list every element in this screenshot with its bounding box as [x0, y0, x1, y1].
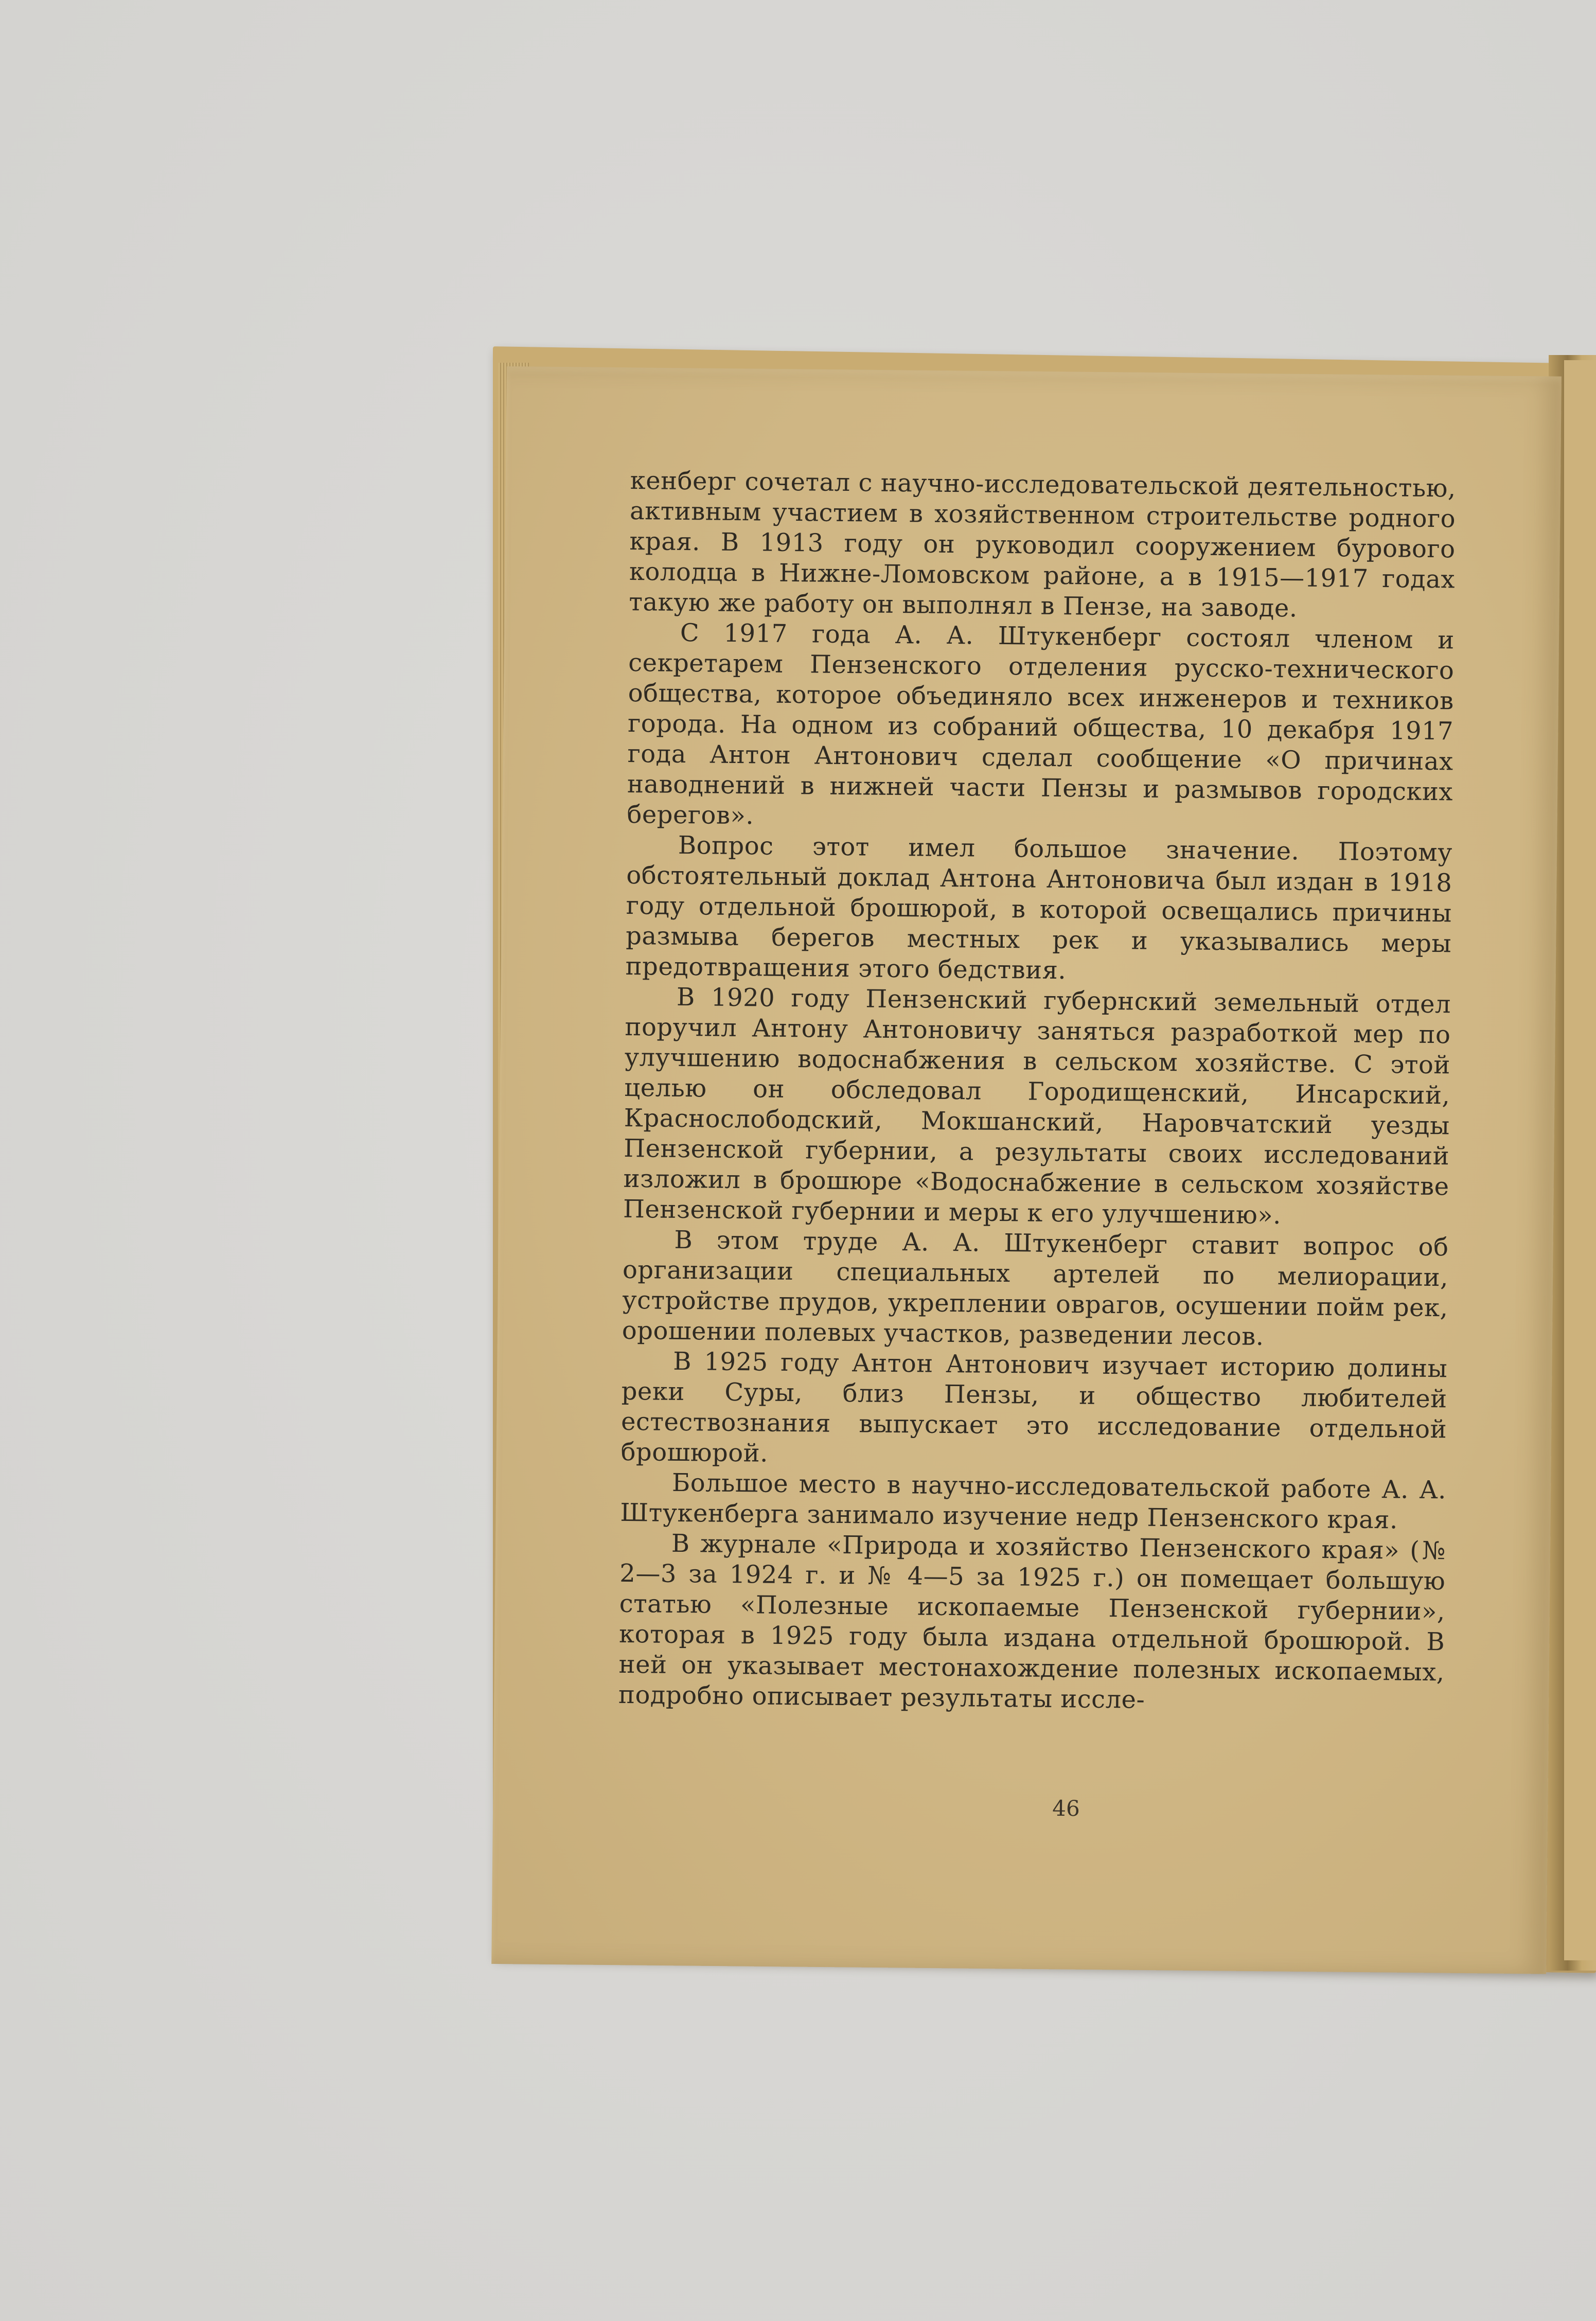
facing-page-edge [1564, 360, 1596, 1960]
paragraph-8: В журнале «Природа и хозяйство Пензенского края» (№ 2—3 за 1924 г. и № 4—5 за 1925 г.) он помещает большую статью «Полезные ископаемые Пензенской губернии», которая в 1925 году была издана отдельной брошюрой. В ней он указывает местонахождение полезных ископаемых, подробно описывает результаты иссле- [618, 1529, 1446, 1714]
paragraph-6: В 1925 году Антон Антонович изучает историю долины реки Суры, близ Пензы, и общество любителей естествознания выпускает это исследование отдельной брошюрой. [620, 1346, 1448, 1468]
paragraph-2: С 1917 года А. А. Штукенберг состоял членом и секретарем Пензенского отделения русско-технического общества, которое объединяло всех инженеров и техников города. На одном из собраний общества, 10 декабря 1917 года Антон Антонович сделал сообщение «О причинах наводнений в нижней части Пензы и размывов городских берегов». [627, 618, 1455, 830]
page-number: 46 [1052, 1795, 1080, 1821]
paragraph-4: В 1920 году Пензенский губернский земельный отдел поручил Антону Антоновичу заняться разработкой мер по улучшению водоснабжения в сельском хозяйстве. С этой целью он обследовал Городищенский, Инсарский, Краснослободский, Мокшанский, Наровчатский уезды Пензенской губернии, а результаты своих исследований изложил в брошюре «Водоснабжение в сельском хозяйстве Пензенской губернии и меры к его улучшению». [623, 982, 1451, 1230]
paragraph-5: В этом труде А. А. Штукенберг ставит вопрос об организации специальных артелей по мелиорации, устройстве прудов, укреплении оврагов, осушении пойм рек, орошении полевых участков, разведении лесов. [622, 1225, 1449, 1351]
page-text [618, 466, 1456, 1718]
paragraph-7: Большое место в научно-исследовательской работе А. А. Штукенберга занимало изучение недр Пензенского края. [620, 1468, 1447, 1535]
paragraph-1: кенберг сочетал с научно-исследовательской деятельностью, активным участием в хозяйственном строительстве родного края. В 1913 году он руководил сооружением бурового колодца в Нижне-Ломовском районе, а в 1915—1917 годах такую же работу он выполнял в Пензе, на заводе. [629, 466, 1456, 623]
paragraph-3: Вопрос этот имел большое значение. Поэтому обстоятельный доклад Антона Антоновича был издан в 1918 году отдельной брошюрой, в которой освещались причины размыва берегов местных рек и указывались меры предотвращения этого бедствия. [625, 830, 1453, 985]
